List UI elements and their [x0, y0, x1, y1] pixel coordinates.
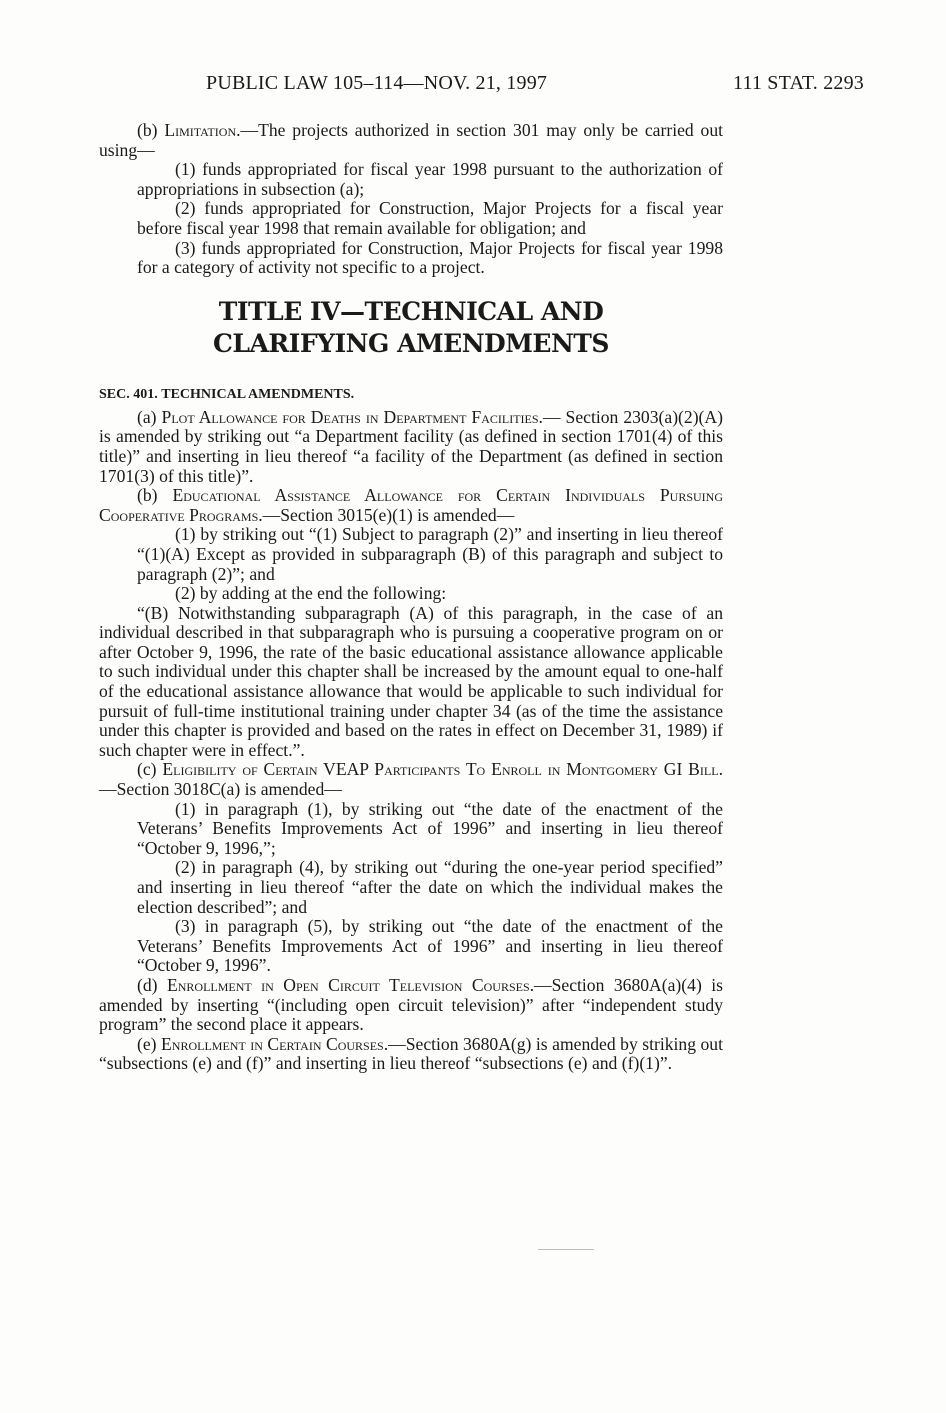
- limitation-item-3: (3) funds appropriated for Construction, Major Projects for fiscal year 1998 for a category of activity not specific to a project.: [137, 237, 723, 278]
- section-heading: SEC. 401. TECHNICAL AMENDMENTS.: [99, 386, 355, 402]
- subsection-d-heading: Enrollment in Open Circuit Television Courses: [166, 974, 530, 995]
- subsection-b-heading: Educational Assistance Allowance for Certain Individuals Pursuing Cooperative Programs: [99, 485, 723, 525]
- subsection-e-heading: Enrollment in Certain Courses: [161, 1033, 384, 1054]
- subsection-c-heading: Eligibility of Certain VEAP Participants To Enroll in Montgomery GI Bill: [162, 759, 719, 780]
- subsection-b-item-1: (1) by striking out “(1) Subject to paragraph (2)” and inserting in lieu thereof “(1)(A) Except as provided in subparagraph (B) of this paragraph and subject to paragraph (2)”; and: [137, 524, 723, 584]
- subsection-c-item-2: (2) in paragraph (4), by striking out “during the one-year period specified” and inserting in lieu thereof “after the date on which the individual makes the election described”; and: [137, 857, 723, 917]
- page-end-rule: [538, 1249, 594, 1250]
- limitation-item-2: (2) funds appropriated for Construction, Major Projects for a fiscal year before fiscal year 1998 that remain available for obligation; and: [137, 198, 723, 238]
- public-law-citation: PUBLIC LAW 105–114—NOV. 21, 1997: [206, 72, 548, 94]
- subsection-c-item-1: (1) in paragraph (1), by striking out “the date of the enactment of the Veterans’ Benefits Improvements Act of 1996” and inserting in lieu thereof “October 9, 1996,”;: [137, 798, 723, 858]
- title-heading: TITLE IV—TECHNICAL AND CLARIFYING AMENDMENTS: [213, 296, 609, 358]
- subsection-a: (a) Plot Allowance for Deaths in Department Facilities.— Section 2303(a)(2)(A) is amended by striking out “a Department facility (as defined in section 1701(4) of this title)” and inserting in lieu thereof “a facility of the Department (as defined in section 1701(3) of this title)”.: [99, 406, 723, 486]
- limitation-heading: Limitation: [164, 120, 237, 140]
- subsection-c-item-3: (3) in paragraph (5), by striking out “the date of the enactment of the Veterans’ Benefits Improvements Act of 1996” and inserting in lieu thereof “October 9, 1996”.: [137, 916, 723, 976]
- subsection-d: (d) Enrollment in Open Circuit Television Courses.—Section 3680A(a)(4) is amended by inserting “(including open circuit television)” after “independent study program” the second place it appears.: [99, 974, 723, 1035]
- running-header: [206, 72, 864, 98]
- subsection-a-heading: Plot Allowance for Deaths in Department Facilities: [161, 406, 539, 427]
- subsection-b: (b) Educational Assistance Allowance for Certain Individuals Pursuing Cooperative Programs.—Section 3015(e)(1) is amended—: [99, 485, 723, 525]
- limitation-item-1: (1) funds appropriated for fiscal year 1998 pursuant to the authorization of appropriations in subsection (a);: [137, 159, 723, 199]
- subsection-c: (c) Eligibility of Certain VEAP Participants To Enroll in Montgomery GI Bill.—Section 3018C(a) is amended—: [99, 759, 723, 800]
- document-body: [99, 121, 723, 1074]
- subsection-b-item-2: (2) by adding at the end the following:: [175, 583, 447, 604]
- limitation-paragraph: (b) Limitation.—The projects authorized in section 301 may only be carried out using—: [99, 120, 723, 160]
- statute-page-number: 111 STAT. 2293: [732, 72, 864, 94]
- subsection-b-quoted-text: “(B) Notwithstanding subparagraph (A) of this paragraph, in the case of an individual described in that subparagraph who is pursuing a cooperative program on or after October 9, 1996, the rate of the basic educational assistance allowance applicable to such individual under this chapter shall be increased by the amount equal to one-half of the educational assistance allowance that would be applicable to such individual for pursuit of full-time institutional training under chapter 34 (as of the time the assistance under this chapter is provided and based on the rates in effect on December 31, 1989) if such chapter were in effect.”.: [99, 602, 723, 760]
- subsection-e: (e) Enrollment in Certain Courses.—Section 3680A(g) is amended by striking out “subsections (e) and (f)” and inserting in lieu thereof “subsections (e) and (f)(1)”.: [99, 1033, 723, 1074]
